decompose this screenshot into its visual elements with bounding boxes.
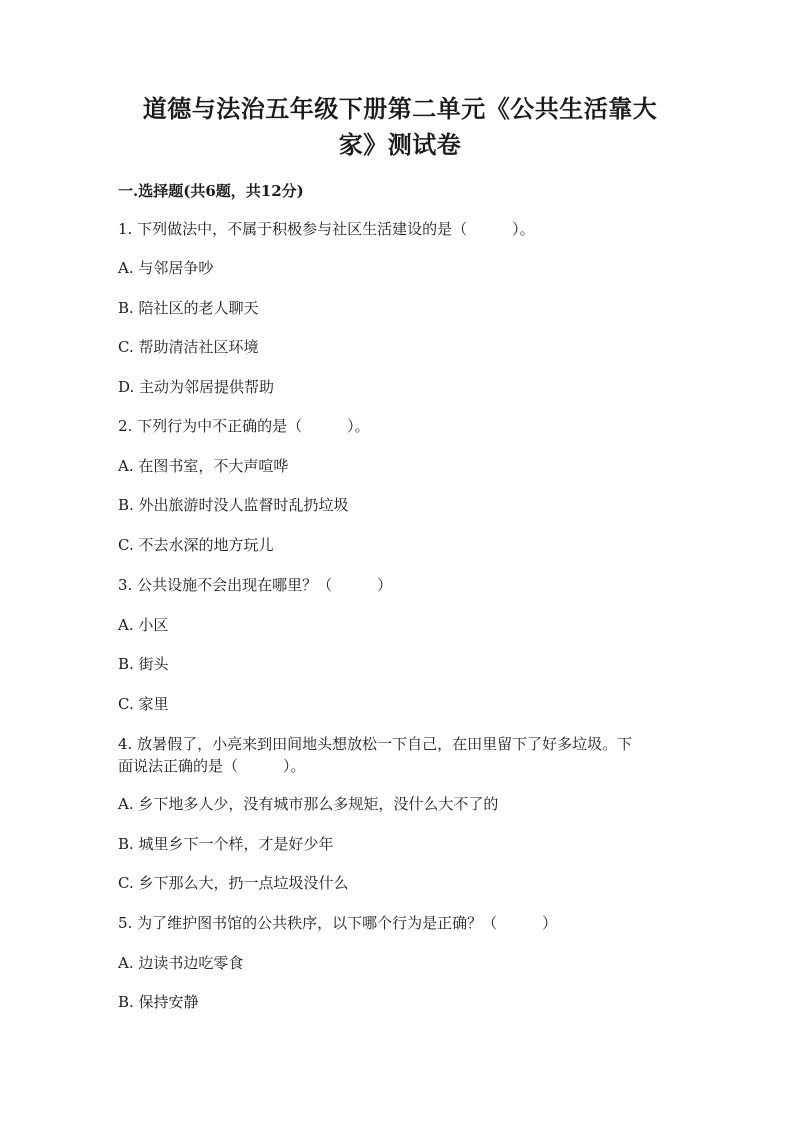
question-5-option-b: B. 保持安静 — [118, 993, 199, 1011]
question-3-option-a: A. 小区 — [118, 616, 169, 634]
question-2-option-c: C. 不去水深的地方玩儿 — [118, 536, 274, 554]
question-4-stem-line-2: 面说法正确的是（ ）。 — [118, 757, 306, 775]
question-1-stem: 1. 下列做法中，不属于积极参与社区生活建设的是（ ）。 — [118, 220, 535, 238]
question-5-stem: 5. 为了维护图书馆的公共秩序，以下哪个行为是正确？（ ） — [118, 914, 558, 932]
question-5-option-a: A. 边读书边吃零食 — [118, 954, 244, 972]
question-1-option-b: B. 陪社区的老人聊天 — [118, 299, 259, 317]
question-2-option-b: B. 外出旅游时没人监督时乱扔垃圾 — [118, 496, 349, 514]
question-4-option-a: A. 乡下地多人少，没有城市那么多规矩，没什么大不了的 — [118, 795, 499, 813]
question-4-stem-line-1: 4. 放暑假了，小亮来到田间地头想放松一下自己，在田里留下了好多垃圾。下 — [118, 735, 633, 753]
exam-title-line-2: 家》测试卷 — [338, 130, 462, 159]
question-3-option-c: C. 家里 — [118, 695, 169, 713]
question-1-option-a: A. 与邻居争吵 — [118, 259, 214, 277]
question-2-stem: 2. 下列行为中不正确的是（ ）。 — [118, 417, 370, 435]
question-2-option-a: A. 在图书室，不大声喧哗 — [118, 457, 289, 475]
question-4-option-b: B. 城里乡下一个样，才是好少年 — [118, 835, 334, 853]
section-heading-choice: 一.选择题(共6题，共12分) — [118, 182, 304, 200]
question-3-stem: 3. 公共设施不会出现在哪里？（ ） — [118, 576, 393, 594]
question-1-option-c: C. 帮助清洁社区环境 — [118, 338, 259, 356]
question-1-option-d: D. 主动为邻居提供帮助 — [118, 378, 275, 396]
question-4-option-c: C. 乡下那么大，扔一点垃圾没什么 — [118, 874, 349, 892]
question-3-option-b: B. 街头 — [118, 655, 169, 673]
exam-title-line-1: 道德与法治五年级下册第二单元《公共生活靠大 — [142, 94, 658, 123]
